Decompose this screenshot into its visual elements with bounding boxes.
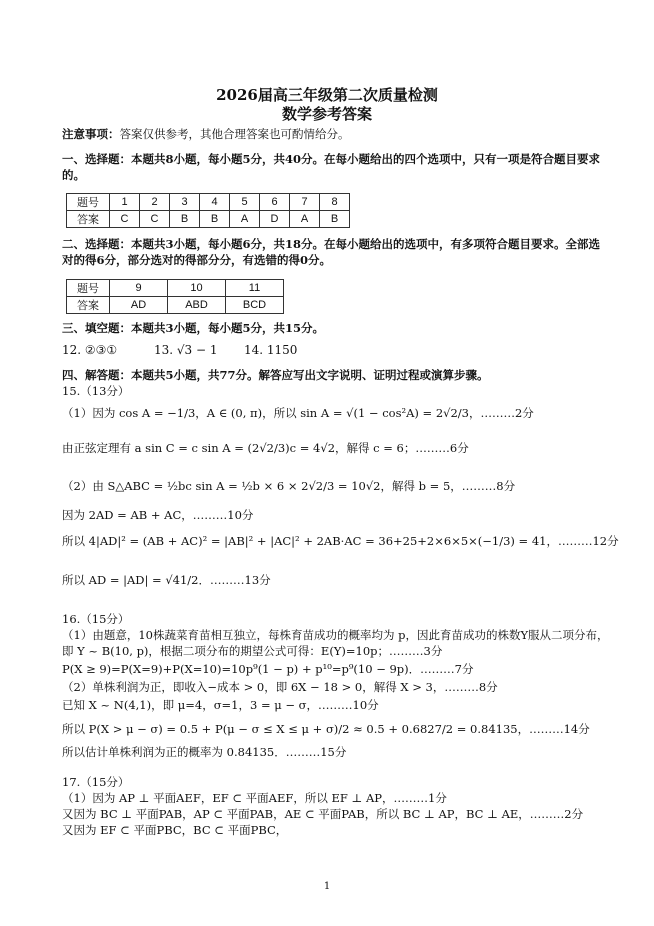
table-cell: A [230, 211, 260, 228]
solution-line: （1）由题意，10株蔬菜育苗相互独立，每株育苗成功的概率均为 p，因此育苗成功的株数Y服从二项分布， [62, 628, 609, 642]
section-4-heading: 四、解答题：本题共5小题，共77分。解答应写出文字说明、证明过程或演算步骤。 [62, 368, 489, 382]
answer-table-2 [66, 279, 284, 314]
table-cell: BCD [226, 297, 284, 314]
table-cell: 答案 [67, 297, 110, 314]
table-cell: 10 [168, 280, 226, 297]
solution-line: 所以 4|AD|² = (AB + AC)² = |AB|² + |AC|² + 2AB·AC = 36+25+2×6×5×(−1/3) = 41，………12分 [62, 534, 619, 548]
table-cell: A [290, 211, 320, 228]
section-2-heading: 二、选择题：本题共3小题，每小题6分，共18分。在每小题给出的选项中，有多项符合题目要求。全部选对的得6分，部分选对的得部分分，有选错的得0分。 [62, 237, 601, 267]
table-cell: C [140, 211, 170, 228]
solution-line: 又因为 EF ⊂ 平面PBC，BC ⊂ 平面PBC， [62, 823, 288, 837]
doc-subtitle: 数学参考答案 [281, 105, 372, 123]
fill-answers [62, 343, 297, 357]
table-cell: 1 [110, 194, 140, 211]
table-cell: AD [110, 297, 168, 314]
solution-line: 又因为 BC ⊥ 平面PAB，AP ⊂ 平面PAB，AE ⊂ 平面PAB，所以 BC ⊥ AP，BC ⊥ AE，………2分 [62, 807, 584, 821]
answer-table-1 [66, 193, 350, 228]
q16-heading: 16.（15分） [62, 612, 130, 626]
solution-line: （2）由 S△ABC = ½bc sin A = ½b × 6 × 2√2/3 = 10√2，解得 b = 5，………8分 [62, 479, 516, 493]
table-cell: 题号 [67, 280, 110, 297]
table-cell: 3 [170, 194, 200, 211]
table-cell: 11 [226, 280, 284, 297]
fill-answer-14: 14. 1150 [244, 343, 298, 357]
solution-line: 已知 X ~ N(4,1)，即 μ=4，σ=1，3 = μ − σ，………10分 [62, 698, 379, 712]
page-number: 1 [323, 881, 331, 892]
notice-label: 注意事项： [62, 127, 120, 141]
table-cell: D [260, 211, 290, 228]
table-row [67, 194, 350, 211]
q15-heading: 15.（13分） [62, 384, 130, 398]
table-cell: C [110, 211, 140, 228]
notice-text: 答案仅供参考，其他合理答案也可酌情给分。 [119, 127, 350, 141]
fill-answer-12: 12. ②③① [62, 343, 118, 357]
table-cell: ABD [168, 297, 226, 314]
table-cell: 6 [260, 194, 290, 211]
table-cell: 8 [320, 194, 350, 211]
solution-line: （1）因为 AP ⊥ 平面AEF，EF ⊂ 平面AEF，所以 EF ⊥ AP，………1分 [62, 791, 447, 805]
table-cell: 7 [290, 194, 320, 211]
solution-line: 由正弦定理有 a sin C = c sin A = (2√2/3)c = 4√2，解得 c = 6；………6分 [62, 441, 469, 455]
solution-line: （1）因为 cos A = −1/3，A ∈ (0, π)，所以 sin A = √(1 − cos²A) = 2√2/3，………2分 [62, 406, 534, 420]
doc-title: 2026届高三年级第二次质量检测 [216, 86, 438, 104]
table-cell: 答案 [67, 211, 110, 228]
table-row [67, 297, 284, 314]
table-cell: 5 [230, 194, 260, 211]
table-cell: 2 [140, 194, 170, 211]
section-3-heading: 三、填空题：本题共3小题，每小题5分，共15分。 [62, 321, 325, 335]
solution-line: 所以 AD = |AD| = √41/2．………13分 [62, 573, 271, 587]
table-row [67, 211, 350, 228]
solution-line: P(X ≥ 9)=P(X=9)+P(X=10)=10p⁹(1 − p) + p¹⁰=p⁹(10 − 9p)．………7分 [62, 662, 474, 676]
solution-line: 即 Y ~ B(10, p)，根据二项分布的期望公式可得：E(Y)=10p；………3分 [62, 644, 443, 658]
table-cell: B [320, 211, 350, 228]
solution-line: 所以估计单株利润为正的概率为 0.84135．………15分 [62, 745, 347, 759]
q17-heading: 17.（15分） [62, 775, 130, 789]
table-cell: 4 [200, 194, 230, 211]
solution-line: （2）单株利润为正，即收入−成本 > 0，即 6X − 18 > 0，解得 X > 3，………8分 [62, 680, 498, 694]
section-1-heading: 一、选择题：本题共8小题，每小题5分，共40分。在每小题给出的四个选项中，只有一项是符合题目要求的。 [62, 152, 601, 182]
fill-answer-13: 13. √3 − 1 [154, 343, 218, 357]
solution-line: 所以 P(X > μ − σ) = 0.5 + P(μ − σ ≤ X ≤ μ + σ)/2 ≈ 0.5 + 0.6827/2 = 0.84135，………14分 [62, 722, 590, 736]
notice [62, 126, 350, 142]
table-row [67, 280, 284, 297]
table-cell: B [200, 211, 230, 228]
table-cell: 9 [110, 280, 168, 297]
table-cell: 题号 [67, 194, 110, 211]
table-cell: B [170, 211, 200, 228]
solution-line: 因为 2AD = AB + AC，………10分 [62, 508, 254, 522]
